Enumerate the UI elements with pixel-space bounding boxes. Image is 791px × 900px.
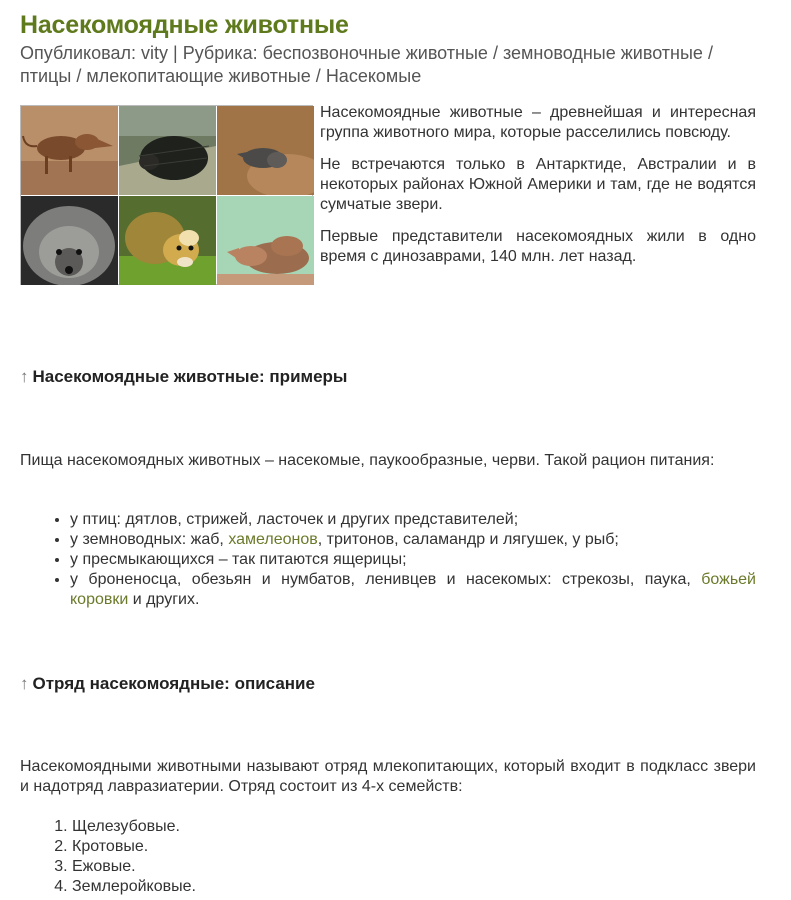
category-separator: / [707,43,713,63]
list-item: 1. Щелезубовые. [72,817,196,837]
category-separator: / [76,66,82,86]
meta-prefix: Опубликовал: [20,43,136,63]
category-link[interactable]: Насекомые [325,66,422,86]
hedgehog-photo [21,196,118,285]
chameleons-link[interactable]: хамелеонов [228,531,318,548]
order-paragraph: Насекомоядными животными называют отряд млекопитающих, который входит в подкласс звери и надотряд лавразиатерии. Отряд состоит из 4-х семейств: [20,758,756,795]
category-separator: / [315,66,321,86]
page-title: Насекомоядные животные [20,11,349,39]
category-link[interactable]: земноводные животные [502,43,703,63]
article-meta [20,42,756,88]
list-item-text: у земноводных: жаб, [70,531,229,548]
section-heading-text: Насекомоядные животные: примеры [32,367,348,386]
ladybug-link[interactable]: божьей коровки [70,571,756,608]
intro-paragraph: Не встречаются только в Антарктиде, Австралии и в некоторых районах Южной Америки и там, где не водятся сумчатые звери. [320,156,756,213]
tenrec-photo [21,106,118,195]
black-hedgehog-photo [119,106,216,195]
list-item: 3. Ежовые. [72,857,196,877]
meta-separator: | [173,43,178,63]
list-item-text: и других. [128,591,200,608]
section-heading-examples [20,366,347,388]
intro-text [320,103,756,279]
category-separator: / [492,43,498,63]
list-item [70,510,756,530]
shrew-photo [217,196,314,285]
back-to-top-arrow[interactable]: ↑ [20,674,29,693]
list-item [70,530,756,550]
list-item: 2. Кротовые. [72,837,196,857]
list-item-text: у пресмыкающихся – так питаются ящерицы; [70,551,407,568]
families-list [52,817,196,897]
intro-block [20,103,756,303]
list-item [70,550,756,570]
section-heading-text: Отряд насекомоядные: описание [32,674,315,693]
category-link[interactable]: беспозвоночные животные [262,43,488,63]
article-header [20,8,756,303]
category-link[interactable]: птицы [20,66,72,86]
list-item-text: у птиц: дятлов, стрижей, ласточек и других представителей; [70,511,519,528]
list-item [70,570,756,610]
mole-photo [217,106,314,195]
rubric-label: Рубрика: [182,43,258,63]
back-to-top-arrow[interactable]: ↑ [20,367,29,386]
tenrec-on-grass-photo [119,196,216,285]
author-link[interactable]: vity [141,43,168,63]
intro-paragraph: Первые представители насекомоядных жили в одно время с динозаврами, 140 млн. лет назад. [320,228,756,265]
insectivores-photo-collage [20,105,313,285]
intro-paragraph: Насекомоядные животные – древнейшая и интересная группа животного мира, которые расселились повсюду. [320,104,756,141]
list-item-text: , тритонов, саламандр и лягушек, у рыб; [317,531,619,548]
section-heading-description [20,673,315,695]
diet-list [50,510,756,610]
diet-paragraph: Пища насекомоядных животных – насекомые, паукообразные, черви. Такой рацион питания: [20,452,715,469]
list-item: 4. Землеройковые. [72,877,196,897]
list-item-text: у броненосца, обезьян и нумбатов, ленивцев и насекомых: стрекозы, паука, [70,571,702,588]
category-link[interactable]: млекопитающие животные [86,66,311,86]
